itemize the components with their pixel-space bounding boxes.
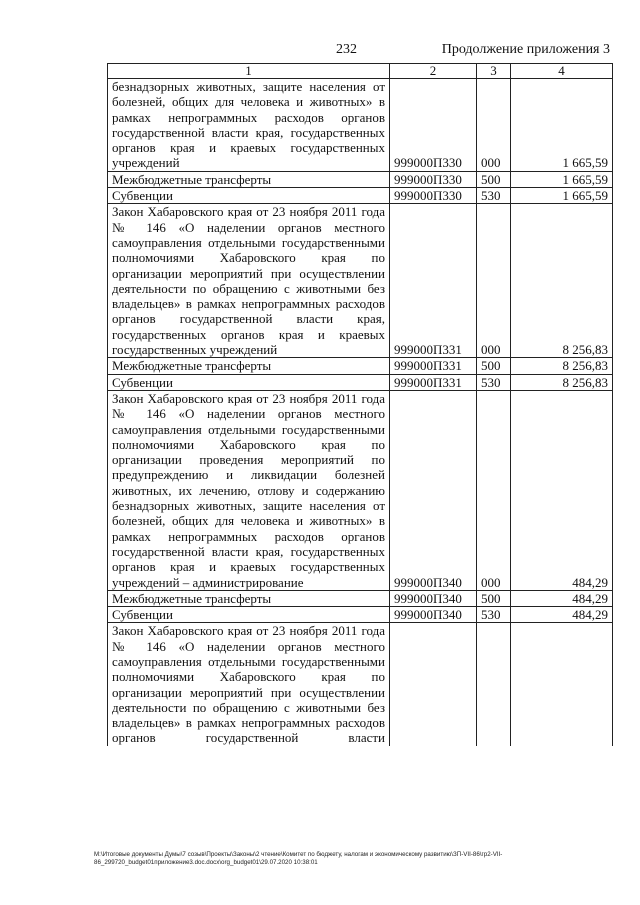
- row-description: Межбюджетные трансферты: [108, 590, 390, 606]
- row-amount: 484,29: [511, 590, 613, 606]
- table-row: [108, 607, 613, 623]
- row-expense-type: [477, 623, 511, 746]
- row-description: Межбюджетные трансферты: [108, 171, 390, 187]
- row-target-code: 999000П330: [390, 79, 477, 172]
- row-expense-type: 000: [477, 204, 511, 358]
- row-expense-type: 000: [477, 390, 511, 590]
- row-expense-type: 500: [477, 358, 511, 374]
- row-description: Закон Хабаровского края от 23 ноября 2011 года № 146 «О наделении органов местного самоуправления отдельными государственными полномочиями Хабаровского края по организации мероприятий при осуществлении деятельности по обращению с животными без владельцев» в рамках непрограммных расходов органов государственной власти: [108, 623, 390, 746]
- row-description: Закон Хабаровского края от 23 ноября 2011 года № 146 «О наделении органов местного самоуправления отдельными государственными полномочиями Хабаровского края по организации мероприятий при осуществлении деятельности по обращению с животными без владельцев» в рамках непрограммных расходов органов государственной власти края, государственных органов края и краевых государственных учреждений: [108, 204, 390, 358]
- column-header: 4: [511, 64, 613, 79]
- row-description: Субвенции: [108, 607, 390, 623]
- row-target-code: 999000П331: [390, 204, 477, 358]
- row-description: Субвенции: [108, 188, 390, 204]
- row-expense-type: 000: [477, 79, 511, 172]
- row-amount: 1 665,59: [511, 188, 613, 204]
- table-row: [108, 623, 613, 746]
- row-target-code: 999000П340: [390, 590, 477, 606]
- row-description: безнадзорных животных, защите населения от болезней, общих для человека и животных» в рамках непрограммных расходов органов государственной власти края, государственных органов края и краевых государственных учреждений: [108, 79, 390, 172]
- file-path-footer: M:\Итоговые документы Думы\7 созыв\Проекты\Законы\2 чтение\Комитет по бюджету, налогам и экономическому развитию\ЗП-VII-86\гр2-VII-86_299720_budget01приложение3.doc.docx\org_budget01\29.07.2020 10:38:01: [94, 851, 503, 866]
- page-number: 232: [336, 42, 357, 57]
- column-header: 1: [108, 64, 390, 79]
- column-header: 3: [477, 64, 511, 79]
- row-description: Межбюджетные трансферты: [108, 358, 390, 374]
- table-row: [108, 188, 613, 204]
- table-row: [108, 590, 613, 606]
- row-amount: [511, 623, 613, 746]
- table-row: [108, 390, 613, 590]
- table-header-row: [108, 64, 613, 79]
- row-target-code: 999000П340: [390, 607, 477, 623]
- budget-table: [107, 63, 613, 746]
- row-amount: 1 665,59: [511, 79, 613, 172]
- row-amount: 8 256,83: [511, 204, 613, 358]
- row-target-code: 999000П340: [390, 390, 477, 590]
- table-row: [108, 374, 613, 390]
- row-expense-type: 500: [477, 171, 511, 187]
- continuation-label: Продолжение приложения 3: [441, 42, 610, 57]
- table-row: [108, 204, 613, 358]
- row-target-code: [390, 623, 477, 746]
- row-amount: 1 665,59: [511, 171, 613, 187]
- row-amount: 8 256,83: [511, 358, 613, 374]
- row-target-code: 999000П331: [390, 374, 477, 390]
- row-expense-type: 530: [477, 374, 511, 390]
- row-target-code: 999000П331: [390, 358, 477, 374]
- row-target-code: 999000П330: [390, 188, 477, 204]
- row-amount: 484,29: [511, 390, 613, 590]
- row-description: Субвенции: [108, 374, 390, 390]
- row-amount: 484,29: [511, 607, 613, 623]
- table-row: [108, 79, 613, 172]
- row-target-code: 999000П330: [390, 171, 477, 187]
- table-row: [108, 171, 613, 187]
- table-row: [108, 358, 613, 374]
- row-expense-type: 530: [477, 607, 511, 623]
- row-expense-type: 500: [477, 590, 511, 606]
- row-expense-type: 530: [477, 188, 511, 204]
- row-description: Закон Хабаровского края от 23 ноября 2011 года № 146 «О наделении органов местного самоуправления отдельными государственными полномочиями Хабаровского края по организации проведения мероприятий по предупреждению и ликвидации болезней животных, их лечению, отлову и содержанию безнадзорных животных, защите населения от болезней, общих для человека и животных» в рамках непрограммных расходов органов государственной власти края, государственных органов края и краевых государственных учреждений – администрирование: [108, 390, 390, 590]
- column-header: 2: [390, 64, 477, 79]
- row-amount: 8 256,83: [511, 374, 613, 390]
